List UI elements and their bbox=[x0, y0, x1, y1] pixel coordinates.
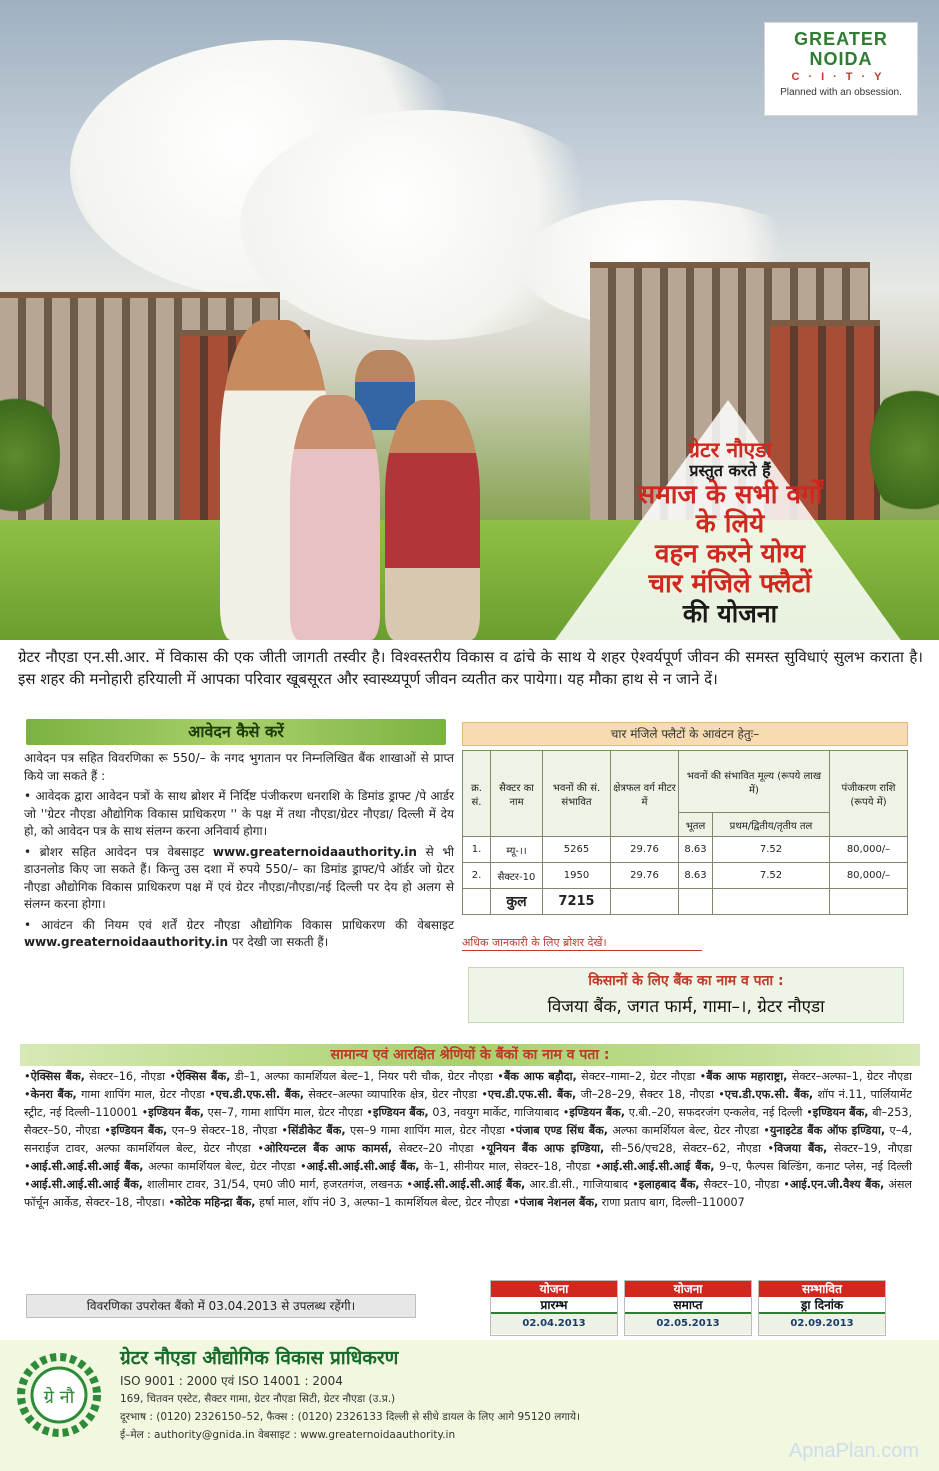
bank-name: इण्डियन बैंक, bbox=[812, 1106, 869, 1119]
bank-name: केनरा बैंक, bbox=[30, 1088, 77, 1101]
farmers-bank-title: किसानों के लिए बैंक का नाम व पता : bbox=[588, 973, 784, 989]
bank-name: बैंक आफ महाराष्ट्रा, bbox=[706, 1070, 788, 1083]
bank-name: कोटेक महिन्द्रा बैंक, bbox=[174, 1196, 256, 1209]
date-value: 02.09.2013 bbox=[759, 1314, 885, 1334]
bullet: • bbox=[513, 1196, 520, 1209]
date-mid: समाप्त bbox=[625, 1297, 751, 1314]
allotment-title: चार मंजिले फ्लैटों के आवंटन हेतुः– bbox=[462, 722, 908, 746]
bullet: • bbox=[366, 1106, 373, 1119]
bullet: • bbox=[257, 1142, 264, 1155]
bank-address: एन–9 सेक्टर–18, नौएडा bbox=[167, 1124, 282, 1137]
gnida-logo-text: ग्रे नौ bbox=[43, 1387, 75, 1408]
total-row bbox=[463, 889, 908, 915]
col-area: क्षेत्रफल वर्ग मीटर में bbox=[611, 751, 679, 837]
bank-address: सेक्टर–अल्फा–1, ग्रेटर नौएडा bbox=[787, 1070, 912, 1083]
bank-name: ओरियन्टल बैंक आफ कामर्स, bbox=[263, 1142, 393, 1155]
headline-line6: चार मंजिले फ्लैटों bbox=[648, 569, 812, 600]
bank-name: सिंडीकेट बैंक, bbox=[288, 1124, 346, 1137]
col-ground-floor: भूतल bbox=[679, 813, 713, 837]
authority-phone: दूरभाष : (0120) 2326150–52, फैक्स : (0120) 2326133 दिल्ली से सीधे डायल के लिए आगे 95120 लगाये। bbox=[120, 1411, 581, 1423]
bank-address: सेक्टर–16, नौएडा bbox=[84, 1070, 170, 1083]
date-box-end bbox=[624, 1280, 752, 1336]
bank-address: बी–253, सैक्टर–50, नौएडा bbox=[24, 1106, 913, 1137]
col-upper-floors: प्रथम/द्वितीय/तृतीय तल bbox=[713, 813, 830, 837]
cell-sno: 1. bbox=[463, 837, 491, 863]
cell-units: 5265 bbox=[543, 837, 611, 863]
bullet: • bbox=[24, 1070, 31, 1083]
col-sector: सैक्टर का नाम bbox=[491, 751, 543, 837]
headline bbox=[560, 438, 900, 629]
bank-name: पंजाब एण्ड सिंध बैंक, bbox=[515, 1124, 608, 1137]
date-top: योजना bbox=[491, 1281, 617, 1297]
cell-upper: 7.52 bbox=[713, 863, 830, 889]
bank-name: युनाइटेड बैंक ऑफ इण्डिया, bbox=[769, 1124, 886, 1137]
bank-name: आई.सी.आई.सी.आई बैंक, bbox=[601, 1160, 715, 1173]
bank-address: सेक्टर–गामा–2, ग्रेटर नौएडा bbox=[576, 1070, 700, 1083]
total-value: 7215 bbox=[543, 889, 611, 915]
apply-para-4 bbox=[24, 917, 454, 952]
bank-address: सेक्टर–20 नौएडा bbox=[392, 1142, 481, 1155]
bullet: • bbox=[718, 1088, 725, 1101]
allotment-table bbox=[462, 750, 908, 915]
bank-name: आई.सी.आई.सी.आई बैंक, bbox=[30, 1178, 143, 1191]
bank-name: पंजाब नेशनल बैंक, bbox=[519, 1196, 599, 1209]
bank-name: इण्डियन बैंक, bbox=[569, 1106, 625, 1119]
bullet: • bbox=[141, 1106, 149, 1119]
authority-email-web: ई–मेल : authority@gnida.in वेबसाइट : www.greaternoidaauthority.in bbox=[120, 1429, 456, 1441]
headline-line7: की योजना bbox=[682, 599, 778, 629]
banks-title: सामान्य एवं आरक्षित श्रेणियों के बैंकों का नाम व पता : bbox=[330, 1047, 610, 1063]
bank-address: शॉप नं.11, पार्लियामेंट स्ट्रीट, नई दिल्ली–110001 bbox=[24, 1088, 913, 1119]
cell-area: 29.76 bbox=[611, 863, 679, 889]
logo-line1: GREATER bbox=[794, 29, 888, 49]
apply-para-3-pre: • ब्रोशर सहित आवेदन पत्र वेबसाइट bbox=[24, 844, 213, 859]
bank-address: अल्फा कामर्शियल बेल्ट, ग्रेटर नौएडा bbox=[607, 1124, 764, 1137]
bullet: • bbox=[594, 1160, 602, 1173]
col-sno: क्र. सं. bbox=[463, 751, 491, 837]
bullet: • bbox=[209, 1088, 216, 1101]
authority-address: 169, चितवन एस्टेट, सैक्टर गामा, ग्रेटर नौएडा सिटी, ग्रेटर नौएडा (उ.प्र.) bbox=[120, 1393, 396, 1405]
bank-address: 03, नवयुग मार्केट, गाजियाबाद bbox=[428, 1106, 563, 1119]
headline-line4: के लिये bbox=[695, 509, 765, 540]
cell-sector: म्यू-।। bbox=[491, 837, 543, 863]
how-to-apply-body bbox=[24, 750, 454, 955]
bank-name: आई.सी.आई.सी.आई बैंक, bbox=[412, 1178, 526, 1191]
apply-para-3 bbox=[24, 844, 454, 914]
bank-address: गामा शापिंग माल, ग्रेटर नौएडा bbox=[76, 1088, 210, 1101]
logo-line3: C·I·T·Y bbox=[791, 71, 891, 83]
bank-name: यूनियन बैंक आफ इण्डिया, bbox=[486, 1142, 605, 1155]
bank-address: सैक्टर–10, नौएडा bbox=[699, 1178, 784, 1191]
banks-header bbox=[20, 1044, 920, 1066]
bank-name: एच.डी.एफ.सी. बैंक, bbox=[215, 1088, 305, 1101]
headline-line1: ग्रेटर नौएडा bbox=[688, 438, 772, 462]
bullet: • bbox=[480, 1142, 487, 1155]
bank-address: अंसल फॉर्चून आर्केड, सेक्टर–18, नौएडा। bbox=[24, 1178, 912, 1209]
date-value: 02.05.2013 bbox=[625, 1314, 751, 1334]
intro-paragraph: ग्रेटर नौएडा एन.सी.आर. में विकास की एक जीती जागती तस्वीर है। विश्वस्तरीय विकास व ढांचे के साथ ये शहर ऐश्वर्यपूर्ण जीवन की समस्त सुविधाएं सुलभ कराता है। इस शहर की मनोहारी हरियाली में आपका परिवार खूबसूरत और स्वास्थ्यपूर्ण जीवन व्यतीत कर पायेगा। यह मौका हाथ से न जाने दें। bbox=[18, 648, 923, 688]
bullet: • bbox=[168, 1196, 175, 1209]
bank-address: आर.डी.सी., गाजियाबाद bbox=[525, 1178, 633, 1191]
bank-address: हर्षा माल, शॉप नं0 3, अल्फा–1 कामर्शियल बेल्ट, ग्रेटर नौएडा bbox=[255, 1196, 514, 1209]
cell-units: 1950 bbox=[543, 863, 611, 889]
date-top: सम्भावित bbox=[759, 1281, 885, 1297]
bank-name: आई.एन.जी.वैश्य बैंक, bbox=[789, 1178, 885, 1191]
bank-address: सी–56/एच28, सेक्टर–62, नौएडा bbox=[604, 1142, 768, 1155]
girl-figure bbox=[290, 395, 380, 640]
table-row bbox=[463, 863, 908, 889]
apply-para-2: • आवेदक द्वारा आवेदन पत्रों के साथ ब्रोशर में निर्दिष्ट पंजीकरण धनराशि के डिमांड ड्राफ्ट /पे आर्डर जो ''ग्रेटर नौएडा औद्योगिक विकास प्राधिकरण '' के पक्ष में तथा नौएडा/ग्रेटर नौएडा/ दिल्ली में देय हो, को आवेदन पत्र के साथ संलग्न करना अनिवार्य होगा। bbox=[24, 789, 454, 838]
date-mid: प्रारम्भ bbox=[491, 1297, 617, 1314]
apply-para-1: आवेदन पत्र सहित विवरणिका रू 550/– के नगद भुगतान पर निम्नलिखित बैंक शाखाओं से प्राप्त किये जा सकते हैं : bbox=[24, 751, 454, 783]
bullet: • bbox=[24, 1178, 31, 1191]
date-box-start bbox=[490, 1280, 618, 1336]
bullet: • bbox=[767, 1142, 775, 1155]
bullet: • bbox=[763, 1124, 770, 1137]
table-row bbox=[463, 837, 908, 863]
watermark: ApnaPlan.com bbox=[788, 1440, 919, 1462]
boy-figure bbox=[385, 400, 480, 640]
authority-name: ग्रेटर नौएडा औद्योगिक विकास प्राधिकरण bbox=[120, 1347, 399, 1369]
bullet: • bbox=[699, 1070, 707, 1083]
greater-noida-city-logo bbox=[764, 22, 918, 116]
gnida-gear-logo bbox=[16, 1352, 102, 1438]
headline-line5: वहन करने योग्य bbox=[654, 539, 806, 570]
bullet: • bbox=[497, 1070, 504, 1083]
bank-name: ऐक्सिस बैंक, bbox=[30, 1070, 85, 1083]
availability-notice: विवरणिका उपरोक्त बैंको में 03.04.2013 से उपलब्ध रहेंगी। bbox=[26, 1294, 416, 1318]
website-link[interactable]: www.greaternoidaauthority.in bbox=[24, 935, 229, 949]
bank-address: एस–7, गामा शापिंग माल, ग्रेटर नौएडा bbox=[203, 1106, 367, 1119]
bank-address: जी–28–29, सैक्टर 18, नौएडा bbox=[576, 1088, 719, 1101]
bank-name: इण्डियन बैंक, bbox=[148, 1106, 204, 1119]
bank-name: एच.डी.एफ.सी. बैंक, bbox=[487, 1088, 577, 1101]
bullet: • bbox=[169, 1070, 177, 1083]
bank-address: सेक्टर–अल्फा व्यापारिक क्षेत्र, ग्रेटर नौएडा bbox=[304, 1088, 482, 1101]
bank-address: ए–4, सनराईज टावर, अल्फा कामर्शियल बेल्ट, ग्रेटर नौएडा bbox=[24, 1124, 912, 1155]
date-top: योजना bbox=[625, 1281, 751, 1297]
total-label: कुल bbox=[491, 889, 543, 915]
bank-address: शालीमार टावर, 31/54, एम0 जी0 मार्ग, हजरतगंज, लखनऊ bbox=[142, 1178, 407, 1191]
bullet: • bbox=[104, 1124, 111, 1137]
bullet: • bbox=[24, 1160, 31, 1173]
banks-list bbox=[24, 1068, 912, 1212]
col-units: भवनों की सं. संभावित bbox=[543, 751, 611, 837]
cell-sector: सैक्टर-10 bbox=[491, 863, 543, 889]
cell-reg: 80,000/– bbox=[830, 837, 908, 863]
date-value: 02.04.2013 bbox=[491, 1314, 617, 1334]
bank-name: इण्डियन बैंक, bbox=[110, 1124, 168, 1137]
bank-address: राणा प्रताप बाग, दिल्ली–110007 bbox=[598, 1196, 745, 1209]
bank-name: बैंक आफ बड़ौदा, bbox=[503, 1070, 577, 1083]
bullet: • bbox=[783, 1178, 790, 1191]
bullet: • bbox=[562, 1106, 570, 1119]
bullet: • bbox=[406, 1178, 413, 1191]
bullet: • bbox=[281, 1124, 289, 1137]
apply-para-4-pre: • आवंटन की नियम एवं शर्तें ग्रेटर नौएडा औद्योगिक विकास प्राधिकरण की वेबसाइट bbox=[24, 917, 454, 932]
farmers-bank-box bbox=[468, 967, 904, 1023]
logo-tagline: Planned with an obsession. bbox=[780, 87, 902, 98]
cell-upper: 7.52 bbox=[713, 837, 830, 863]
family-photo bbox=[200, 300, 500, 640]
cell-reg: 80,000/– bbox=[830, 863, 908, 889]
col-price: भवनों की संभावित मूल्य (रूपये लाख में) bbox=[679, 751, 830, 813]
logo-line2: NOIDA bbox=[809, 49, 873, 69]
cell-sno: 2. bbox=[463, 863, 491, 889]
bank-name: इलाहबाद बैंक, bbox=[638, 1178, 700, 1191]
bank-address: सेक्टर–19, नौएडा bbox=[827, 1142, 912, 1155]
bank-name: आई.सी.आई.सी.आई बैंक, bbox=[306, 1160, 420, 1173]
bank-address: एस–9 गामा शापिंग माल, ग्रेटर नौएडा bbox=[345, 1124, 510, 1137]
cell-ground: 8.63 bbox=[679, 863, 713, 889]
how-to-apply-header bbox=[26, 719, 446, 745]
date-box-draw bbox=[758, 1280, 886, 1336]
cell-area: 29.76 bbox=[611, 837, 679, 863]
bullet: • bbox=[481, 1088, 488, 1101]
apply-para-4-post: पर देखी जा सकती हैं। bbox=[228, 935, 329, 949]
bank-address: अल्फा कामर्शियल बेल्ट, ग्रेटर नौएडा bbox=[143, 1160, 301, 1173]
bank-address: डी–1, अल्फा कामर्शियल बेल्ट–1, नियर परी चौक, ग्रेटर नौएडा bbox=[230, 1070, 498, 1083]
how-to-apply-title: आवेदन कैसे करें bbox=[188, 722, 284, 741]
apply-para-3-post: से भी डाउनलोड किए जा सकते हैं। किन्तु उस दशा में रुपये 550/– का डिमांड ड्राफ्ट/पे ऑर्डर जो ग्रेटर नौएडा औद्योगिक विकास प्राधिकरण पक्ष में एवं ग्रेटर नौएडा/नौएडा/नई दिल्ली पर देय हो अलग से संलग्न करना होगा। bbox=[24, 844, 454, 911]
brochure-note: अधिक जानकारी के लिए ब्रोशर देखें। bbox=[462, 935, 702, 951]
bank-name: विजया बैंक, bbox=[774, 1142, 828, 1155]
bank-name: आई.सी.आई.सी.आई बैंक, bbox=[30, 1160, 144, 1173]
bank-address: 9–ए, फैल्पस बिल्डिंग, कनाट प्लेस, नई दिल्ली bbox=[714, 1160, 913, 1173]
website-link[interactable]: www.greaternoidaauthority.in bbox=[212, 844, 417, 859]
cell-ground: 8.63 bbox=[679, 837, 713, 863]
col-registration: पंजीकरण राशि (रूपये में) bbox=[830, 751, 908, 837]
headline-line2: प्रस्तुत करते हैं bbox=[689, 461, 771, 481]
bank-name: एच.डी.एफ.सी. बैंक, bbox=[724, 1088, 814, 1101]
bank-address: ए.बी.–20, सफदरजंग एन्कलेव, नई दिल्ली bbox=[625, 1106, 807, 1119]
bullet: • bbox=[300, 1160, 307, 1173]
bullet: • bbox=[632, 1178, 639, 1191]
bank-name: ऐक्सिस बैंक, bbox=[176, 1070, 231, 1083]
headline-line3: समाज के सभी वर्गों bbox=[637, 479, 823, 510]
bank-name: इण्डियन बैंक, bbox=[372, 1106, 429, 1119]
date-mid: ड्रा दिनांक bbox=[759, 1297, 885, 1314]
bank-address: के–1, सीनीयर माल, सेक्टर–18, नौएडा bbox=[419, 1160, 595, 1173]
bullet: • bbox=[806, 1106, 813, 1119]
bullet: • bbox=[509, 1124, 516, 1137]
iso-certification: ISO 9001 : 2000 एवं ISO 14001 : 2004 bbox=[120, 1374, 343, 1388]
farmers-bank-address: विजया बैंक, जगत फार्म, गामा–।, ग्रेटर नौएडा bbox=[547, 997, 825, 1017]
bullet: • bbox=[24, 1088, 31, 1101]
